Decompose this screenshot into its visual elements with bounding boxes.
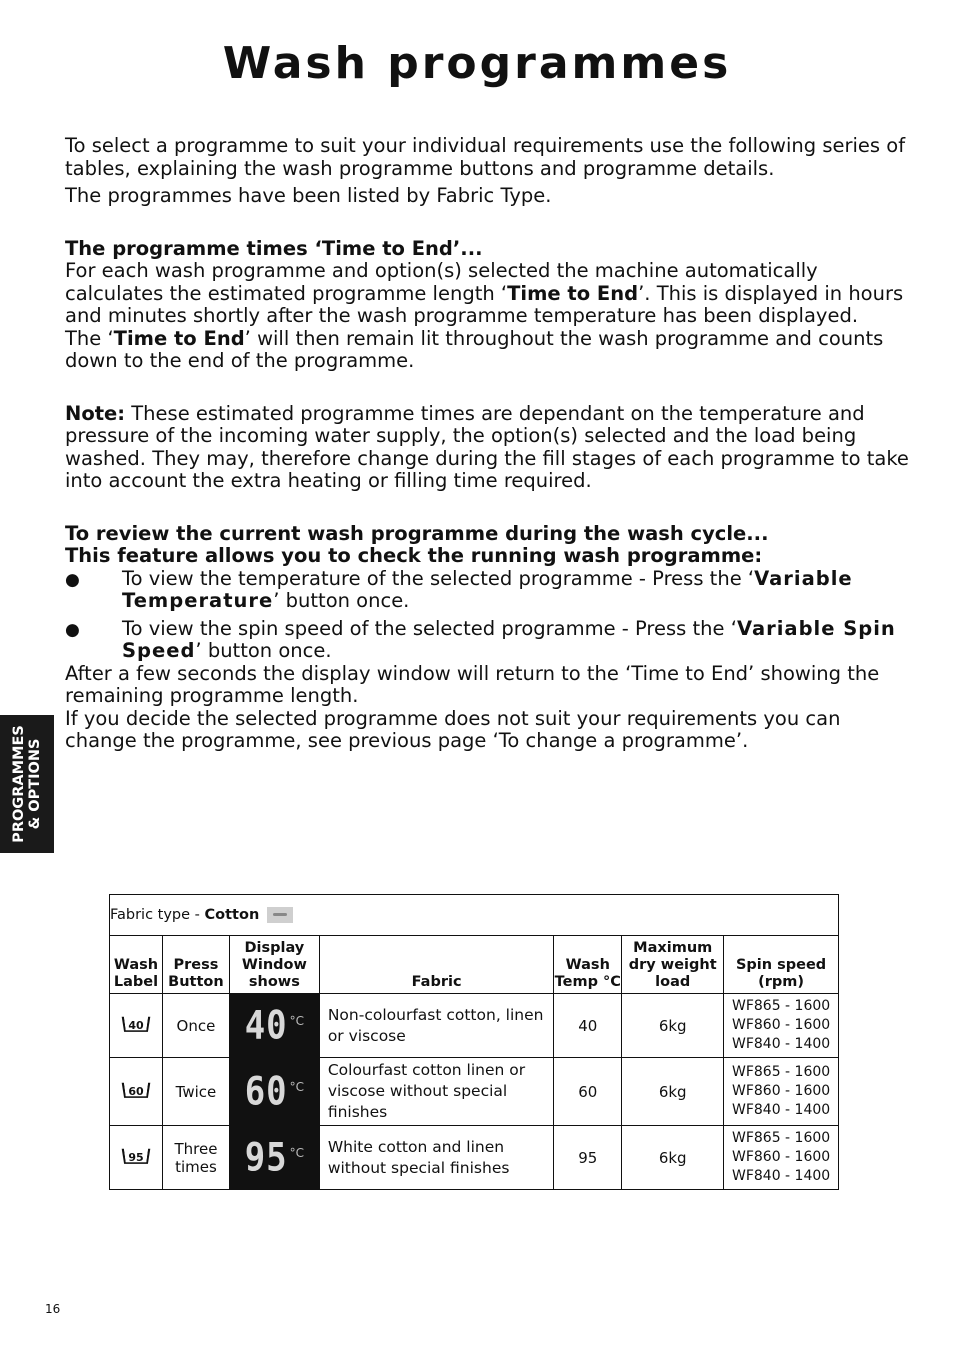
wash-label-cell [110,1126,163,1190]
review-heading-2: This feature allows you to check the running wash programme: [65,544,763,567]
display-digits: 40 [244,1002,288,1049]
header-wash-temp: Wash Temp °C [554,936,622,994]
page-title: Wash programmes [222,38,732,89]
times-heading: The programme times ‘Time to End’... [65,236,483,260]
fabric-cell: White cotton and linen without special finishes [319,1126,554,1190]
header-fabric: Fabric [319,936,554,994]
spin-cell: WF865 - 1600 WF860 - 1600 WF840 - 1400 [724,1058,839,1126]
table-header-row [110,936,839,994]
times-paragraph-2: The ‘Time to End’ will then remain lit throughout the wash programme and counts down to the end of the programme. [65,326,884,372]
press-cell: Once [162,994,229,1058]
bullet-temperature: ● To view the temperature of the selected programme - Press the ‘Variable Temperature’ button once. [65,566,853,612]
main-text [65,135,915,753]
temp-cell: 60 [554,1058,622,1126]
header-spin: Spin speed (rpm) [724,936,839,994]
press-cell: Three times [162,1126,229,1190]
time-to-end-term: Time to End [113,326,245,350]
display-window-cell: 60 °C [229,1058,319,1126]
fabric-cell: Colourfast cotton linen or viscose without special finishes [319,1058,554,1126]
side-tab-label: PROGRAMMES & OPTIONS [11,725,43,843]
page-number: 16 [45,1302,61,1316]
intro-paragraph-2: The programmes have been listed by Fabric Type. [65,184,552,207]
review-after: After a few seconds the display window will return to the ‘Time to End’ showing the remaining programme length. [65,661,880,707]
wash-tub-icon: 40 [119,1013,153,1035]
intro-paragraph-1: To select a programme to suit your individual requirements use the following series of tables, explaining the wash programme buttons and programme details. [65,134,906,180]
table-row [110,1126,839,1190]
header-max-load: Maximum dry weight load [622,936,724,994]
note-label: Note: [65,401,126,425]
temp-cell: 40 [554,994,622,1058]
header-press-button: Press Button [162,936,229,994]
times-paragraph-1: For each wash programme and option(s) selected the machine automatically calculates the estimated programme length ‘Time to End’. This is displayed in hours and minutes shortly after the wash programme temperature has been displayed. [65,259,904,327]
spin-cell: WF865 - 1600 WF860 - 1600 WF840 - 1400 [724,994,839,1058]
wash-label-cell [110,994,163,1058]
bullet-icon: ● [65,569,80,590]
variable-temperature-term: Variable Temperature [122,566,853,612]
fabric-cell: Non-colourfast cotton, linen or viscose [319,994,554,1058]
wash-label-cell [110,1058,163,1126]
display-digits: 60 [244,1068,288,1115]
wash-tub-icon: 95 [119,1145,153,1167]
note-paragraph: Note: These estimated programme times are dependant on the temperature and pressure of the incoming water supply, the option(s) selected and the load being washed. They may, therefore change during the fill stages of each programme to take into account the extra heating or filling time required. [65,401,909,492]
fabric-type-value: Cotton [204,907,260,923]
bullet-spin: ● To view the spin speed of the selected programme - Press the ‘Variable Spin Speed’ button once. [65,616,896,662]
table-row [110,994,839,1058]
load-cell: 6kg [622,1126,724,1190]
fabric-type-row: Fabric type - Cotton [110,895,839,936]
variable-spin-speed-term: Variable Spin Speed [122,616,896,662]
review-heading-1: To review the current wash programme during the wash cycle... [65,521,769,545]
display-window-cell: 95 °C [229,1126,319,1190]
bullet-icon: ● [65,619,80,640]
review-change: If you decide the selected programme does not suit your requirements you can change the programme, see previous page ‘To change a programme’. [65,706,841,752]
display-window-cell: 40 °C [229,994,319,1058]
temp-cell: 95 [554,1126,622,1190]
wash-tub-icon: 60 [119,1079,153,1101]
section-side-tab [0,715,54,853]
load-cell: 6kg [622,994,724,1058]
time-to-end-term: Time to End [507,281,639,305]
display-digits: 95 [244,1134,288,1181]
cotton-icon [267,907,293,923]
header-display: Display Window shows [229,936,319,994]
press-cell: Twice [162,1058,229,1126]
load-cell: 6kg [622,1058,724,1126]
programme-table [109,894,839,1190]
table-row [110,1058,839,1126]
header-wash-label: Wash Label [110,936,163,994]
spin-cell: WF865 - 1600 WF860 - 1600 WF840 - 1400 [724,1126,839,1190]
